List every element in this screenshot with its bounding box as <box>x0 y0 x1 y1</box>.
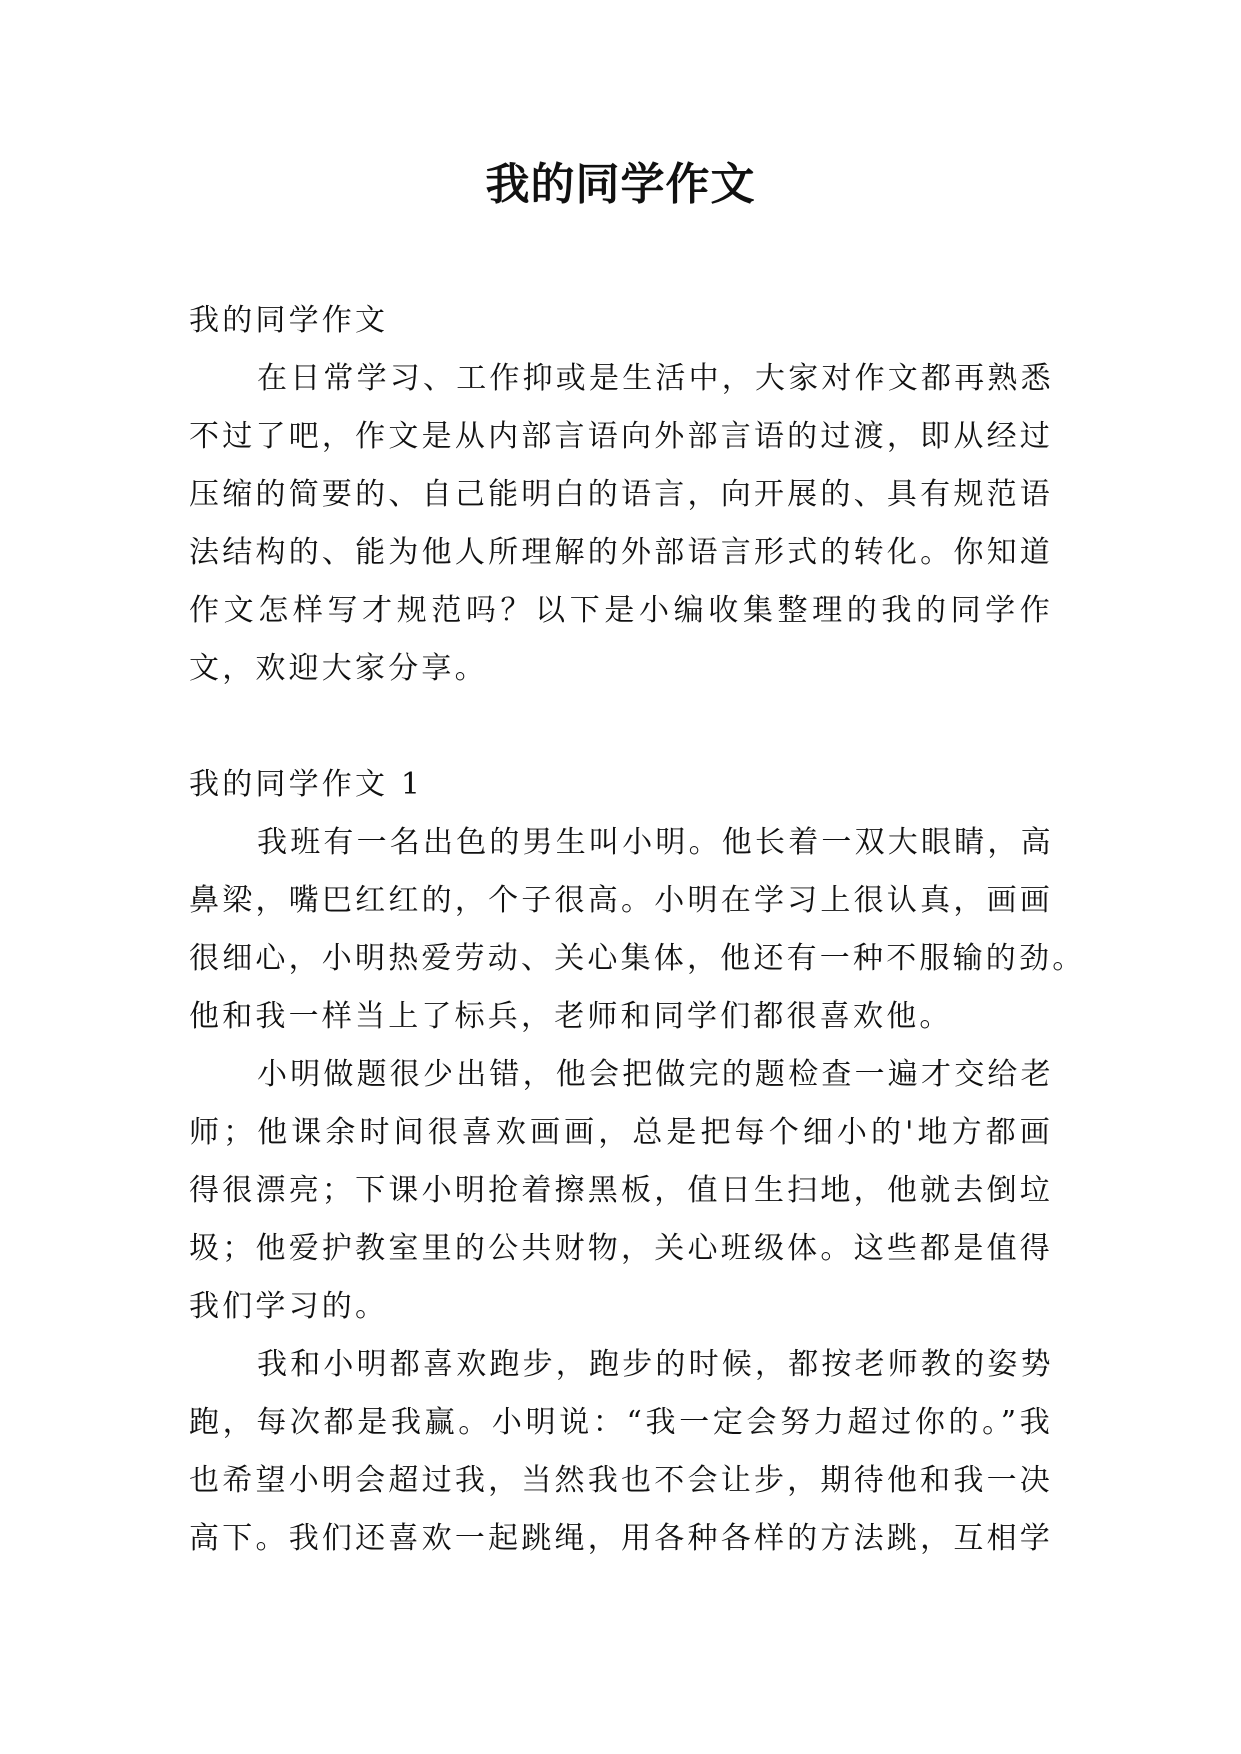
paragraph-line: 在日常学习、工作抑或是生活中，大家对作文都再熟悉 <box>257 361 1054 396</box>
paragraph-line: 法结构的、能为他人所理解的外部语言形式的转化。你知道 <box>189 535 1053 570</box>
paragraph-line: 师；他课余时间很喜欢画画，总是把每个细小的'地方都画 <box>189 1115 1053 1150</box>
intro-heading: 我的同学作文 <box>189 303 389 338</box>
paragraph-line: 很细心，小明热爱劳动、关心集体，他还有一种不服输的劲。 <box>189 941 1086 976</box>
paragraph-line: 压缩的简要的、自己能明白的语言，向开展的、具有规范语 <box>189 477 1053 512</box>
paragraph-line: 我们学习的。 <box>189 1289 389 1324</box>
paragraph-line: 跑，每次都是我赢。小明说：“我一定会努力超过你的。”我 <box>189 1405 1053 1440</box>
paragraph-line: 不过了吧，作文是从内部言语向外部言语的过渡，即从经过 <box>189 419 1053 454</box>
essay-paragraph <box>189 814 1086 1046</box>
essay-paragraph <box>189 1336 1053 1568</box>
section-spacer <box>189 698 1053 756</box>
paragraph-line: 我班有一名出色的男生叫小明。他长着一双大眼睛，高 <box>257 825 1054 860</box>
paragraph-line: 我和小明都喜欢跑步，跑步的时候，都按老师教的姿势 <box>257 1347 1054 1382</box>
paragraph-line: 也希望小明会超过我，当然我也不会让步，期待他和我一决 <box>189 1463 1053 1498</box>
intro-paragraph <box>189 350 1053 698</box>
document-title: 我的同学作文 <box>485 159 756 210</box>
paragraph-line: 高下。我们还喜欢一起跳绳，用各种各样的方法跳，互相学 <box>189 1521 1053 1556</box>
paragraph-line: 文，欢迎大家分享。 <box>189 651 488 686</box>
paragraph-line: 圾；他爱护教室里的公共财物，关心班级体。这些都是值得 <box>189 1231 1053 1266</box>
paragraph-line: 鼻梁，嘴巴红红的，个子很高。小明在学习上很认真，画画 <box>189 883 1053 918</box>
essay-paragraph <box>189 1046 1053 1336</box>
document-body <box>189 292 1086 1568</box>
paragraph-line: 小明做题很少出错，他会把做完的题检查一遍才交给老 <box>257 1057 1054 1092</box>
essay-heading: 我的同学作文 1 <box>189 767 424 802</box>
paragraph-line: 作文怎样写才规范吗？以下是小编收集整理的我的同学作 <box>189 593 1053 628</box>
paragraph-line: 他和我一样当上了标兵，老师和同学们都很喜欢他。 <box>189 999 953 1034</box>
paragraph-line: 得很漂亮；下课小明抢着擦黑板，值日生扫地，他就去倒垃 <box>189 1173 1053 1208</box>
